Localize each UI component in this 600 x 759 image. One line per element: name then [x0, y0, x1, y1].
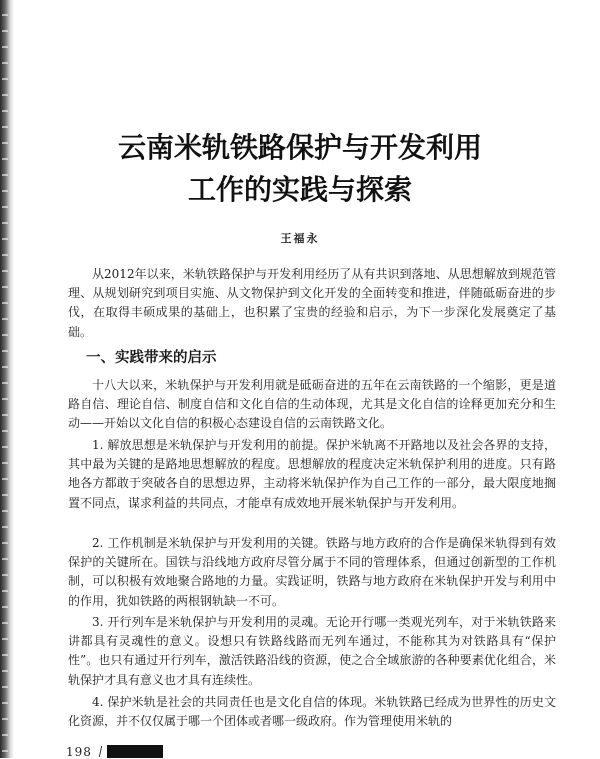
article-title-line-1: 云南米轨铁路保护与开发利用 — [117, 131, 482, 164]
scan-binding-edge — [0, 0, 14, 758]
section-heading: 一、实践带来的启示 — [86, 350, 217, 366]
body-paragraph: 3. 开行列车是米轨保护与开发利用的灵魂。无论开行哪一类观光列车，对于米轨铁路来讲都具有灵魂性的意义。设想只有铁路线路而无列车通过，不能称其为对铁路具有“保护性”。也只有通过开行列车，激活铁路沿线的资源，使之合全域旅游的各种要素优化组合，米轨保护才具有意义也才具有连续性。 — [68, 615, 556, 687]
author-name: 王福永 — [280, 232, 320, 245]
redacted-block — [107, 745, 163, 758]
article-title-line-2: 工作的实践与探索 — [187, 173, 412, 206]
footer-separator — [99, 746, 102, 757]
body-paragraph: 4. 保护米轨是社会的共同责任也是文化自信的体现。米轨铁路已经成为世界性的历史文化资源，并不仅仅属于哪一个团体或者哪一级政府。作为管理使用米轨的 — [68, 695, 556, 729]
body-paragraph: 1. 解放思想是米轨保护与开发利用的前提。保护米轨离不开路地以及社会各界的支持，其中最为关键的是路地思想解放的程度。思想解放的程度决定米轨保护利用的进度。只有路地各方都敢于突破各自的思想边界，主动将米轨保护作为自己工作的一部分，最大限度地搁置不同点，谋求利益的共同点，才能卓有成效地开展米轨保护与开发利用。 — [68, 438, 556, 510]
body-paragraph: 2. 工作机制是米轨保护与开发利用的关键。铁路与地方政府的合作是确保米轨得到有效保护的关键所在。国铁与沿线地方政府尽管分属于不同的管理体系，但通过创新型的工作机制，可以积极有效地聚合路地的力量。实践证明，铁路与地方政府在米轨保护开发与利用中的作用，犹如铁路的两根钢轨缺一不可。 — [68, 536, 556, 608]
body-paragraph: 十八大以来，米轨保护与开发利用就是砥砺奋进的五年在云南铁路的一个缩影，更是道路自信、理论自信、制度自信和文化自信的生动体现，尤其是文化自信的诠释更加充分和生动——开始以文化自信的积极心态建设自信的云南铁路文化。 — [68, 378, 556, 431]
page-number: 198 — [66, 744, 92, 759]
intro-paragraph: 从2012年以来，米轨铁路保护与开发利用经历了从有共识到落地、从思想解放到规范管理、从规划研究到项目实施、从文物保护到文化开发的全面转变和推进，伴随砥砺奋进的步伐，在取得丰硕成果的基础上，也积累了宝贵的经验和启示，为下一步深化发展奠定了基础。 — [68, 267, 556, 339]
page-footer — [66, 745, 163, 758]
